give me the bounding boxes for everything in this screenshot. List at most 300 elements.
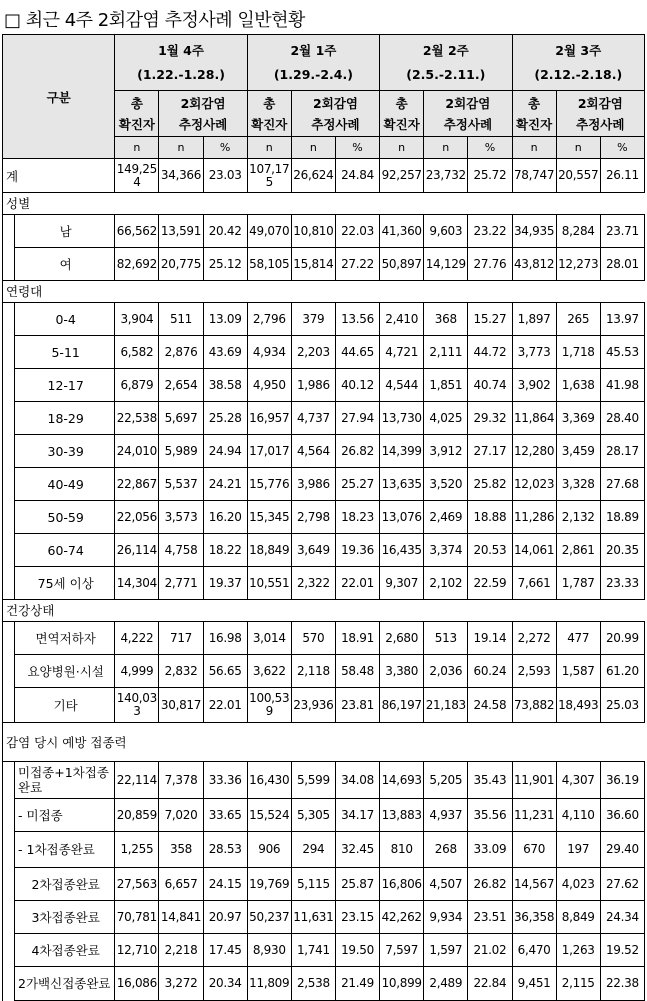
cell-value: 19.36 bbox=[335, 534, 379, 567]
cell-value: 43,812 bbox=[512, 248, 556, 281]
unit-n: n bbox=[291, 137, 335, 159]
cell-value: 7,020 bbox=[159, 799, 203, 832]
cell-value: 3,272 bbox=[159, 967, 203, 1001]
cell-value: 2,272 bbox=[512, 622, 556, 655]
row-label: 남 bbox=[15, 215, 115, 248]
unit-pct: % bbox=[335, 137, 379, 159]
cell-value: 5,989 bbox=[159, 435, 203, 468]
cell-value: 44.65 bbox=[335, 336, 379, 369]
cell-value: 2,798 bbox=[291, 501, 335, 534]
cell-value: 4,950 bbox=[247, 369, 291, 402]
table-row bbox=[3, 468, 645, 501]
row-label: 5-11 bbox=[15, 336, 115, 369]
cell-value: 14,567 bbox=[512, 868, 556, 901]
cell-value: 2,115 bbox=[556, 967, 600, 1001]
cell-value: 28.01 bbox=[600, 248, 644, 281]
cell-value: 15,814 bbox=[291, 248, 335, 281]
cell-value: 50,897 bbox=[380, 248, 424, 281]
cell-value: 22,114 bbox=[115, 762, 159, 799]
cell-value: 2,771 bbox=[159, 567, 203, 600]
row-indent bbox=[3, 762, 15, 799]
cell-value: 82,692 bbox=[115, 248, 159, 281]
cell-value: 25.27 bbox=[335, 468, 379, 501]
cell-value: 16,086 bbox=[115, 967, 159, 1001]
cell-value: 6,470 bbox=[512, 934, 556, 967]
cell-value: 21.49 bbox=[335, 967, 379, 1001]
week-label: 2월 1주 bbox=[290, 42, 337, 58]
cell-value: 23.22 bbox=[468, 215, 512, 248]
cell-value: 34.17 bbox=[335, 799, 379, 832]
cell-value: 34,366 bbox=[159, 159, 203, 193]
row-label: - 1차접종완료 bbox=[15, 832, 115, 868]
cell-value: 23.71 bbox=[600, 215, 644, 248]
cell-value: 197 bbox=[556, 832, 600, 868]
cell-value: 14,061 bbox=[512, 534, 556, 567]
unit-pct: % bbox=[468, 137, 512, 159]
table-row bbox=[3, 934, 645, 967]
cell-value: 24.15 bbox=[203, 868, 247, 901]
cell-value: 22.01 bbox=[203, 688, 247, 723]
cell-value: 22.38 bbox=[600, 967, 644, 1001]
week-range: (2.12.-2.18.) bbox=[534, 66, 623, 82]
cell-value: 27.17 bbox=[468, 435, 512, 468]
cell-value: 16,430 bbox=[247, 762, 291, 799]
cell-value: 13.56 bbox=[335, 303, 379, 336]
cell-value: 8,284 bbox=[556, 215, 600, 248]
cell-value: 15,524 bbox=[247, 799, 291, 832]
table-row bbox=[3, 336, 645, 369]
cell-value: 29.40 bbox=[600, 832, 644, 868]
cell-value: 9,451 bbox=[512, 967, 556, 1001]
cell-value: 20.34 bbox=[203, 967, 247, 1001]
row-label: 12-17 bbox=[15, 369, 115, 402]
cell-value: 11,286 bbox=[512, 501, 556, 534]
cell-value: 1,263 bbox=[556, 934, 600, 967]
cell-value: 670 bbox=[512, 832, 556, 868]
week-label: 2월 2주 bbox=[422, 42, 469, 58]
cell-value: 18,493 bbox=[556, 688, 600, 723]
cell-value: 12,023 bbox=[512, 468, 556, 501]
table-row bbox=[3, 967, 645, 1001]
cell-value: 477 bbox=[556, 622, 600, 655]
row-indent bbox=[3, 967, 15, 1001]
cell-value: 42,262 bbox=[380, 901, 424, 934]
cell-value: 28.17 bbox=[600, 435, 644, 468]
row-label: 미접종+1차접종완료 bbox=[15, 762, 115, 799]
cell-value: 43.69 bbox=[203, 336, 247, 369]
cell-value: 45.53 bbox=[600, 336, 644, 369]
cell-value: 40.12 bbox=[335, 369, 379, 402]
cell-value: 4,110 bbox=[556, 799, 600, 832]
cell-value: 717 bbox=[159, 622, 203, 655]
row-indent bbox=[3, 622, 15, 655]
header-week-2 bbox=[247, 35, 379, 91]
unit-pct: % bbox=[203, 137, 247, 159]
cell-value: 33.36 bbox=[203, 762, 247, 799]
cell-value: 20.97 bbox=[203, 901, 247, 934]
cell-value: 13,883 bbox=[380, 799, 424, 832]
cell-value: 27.76 bbox=[468, 248, 512, 281]
cell-value: 5,599 bbox=[291, 762, 335, 799]
row-indent bbox=[3, 534, 15, 567]
cell-value: 56.65 bbox=[203, 655, 247, 688]
cell-value: 9,603 bbox=[424, 215, 468, 248]
cell-value: 5,697 bbox=[159, 402, 203, 435]
row-indent bbox=[3, 799, 15, 832]
cell-value: 3,773 bbox=[512, 336, 556, 369]
row-label: 3차접종완료 bbox=[15, 901, 115, 934]
cell-value: 18.23 bbox=[335, 501, 379, 534]
cell-value: 3,902 bbox=[512, 369, 556, 402]
cell-value: 4,999 bbox=[115, 655, 159, 688]
cell-value: 4,721 bbox=[380, 336, 424, 369]
cell-value: 23,732 bbox=[424, 159, 468, 193]
cell-value: 3,520 bbox=[424, 468, 468, 501]
cell-value: 26,114 bbox=[115, 534, 159, 567]
row-label: 0-4 bbox=[15, 303, 115, 336]
cell-value: 1,897 bbox=[512, 303, 556, 336]
cell-value: 8,849 bbox=[556, 901, 600, 934]
cell-value: 810 bbox=[380, 832, 424, 868]
cell-value: 20.99 bbox=[600, 622, 644, 655]
cell-value: 35.56 bbox=[468, 799, 512, 832]
cell-value: 6,657 bbox=[159, 868, 203, 901]
cell-value: 13,635 bbox=[380, 468, 424, 501]
table-row bbox=[3, 215, 645, 248]
table-row bbox=[3, 567, 645, 600]
cell-value: 7,597 bbox=[380, 934, 424, 967]
row-indent bbox=[3, 369, 15, 402]
cell-value: 15.27 bbox=[468, 303, 512, 336]
cell-value: 58,105 bbox=[247, 248, 291, 281]
cell-value: 18.88 bbox=[468, 501, 512, 534]
row-indent bbox=[3, 655, 15, 688]
cell-value: 12,280 bbox=[512, 435, 556, 468]
header-reinfect-2: 2회감염 추정사례 bbox=[291, 91, 379, 137]
table-row bbox=[3, 435, 645, 468]
cell-value: 9,307 bbox=[380, 567, 424, 600]
cell-value: 3,369 bbox=[556, 402, 600, 435]
cell-value: 29.32 bbox=[468, 402, 512, 435]
cell-value: 1,638 bbox=[556, 369, 600, 402]
cell-value: 4,025 bbox=[424, 402, 468, 435]
cell-value: 7,378 bbox=[159, 762, 203, 799]
cell-value: 18,849 bbox=[247, 534, 291, 567]
row-label: 2차접종완료 bbox=[15, 868, 115, 901]
cell-value: 34,935 bbox=[512, 215, 556, 248]
row-label: 75세 이상 bbox=[15, 567, 115, 600]
table-row bbox=[3, 600, 645, 622]
cell-value: 24.94 bbox=[203, 435, 247, 468]
cell-value: 33.65 bbox=[203, 799, 247, 832]
cell-value: 2,593 bbox=[512, 655, 556, 688]
row-label: 30-39 bbox=[15, 435, 115, 468]
cell-value: 11,631 bbox=[291, 901, 335, 934]
cell-value: 4,023 bbox=[556, 868, 600, 901]
row-label: 계 bbox=[3, 159, 115, 193]
table-row bbox=[3, 369, 645, 402]
cell-value: 14,693 bbox=[380, 762, 424, 799]
cell-value: 265 bbox=[556, 303, 600, 336]
cell-value: 4,544 bbox=[380, 369, 424, 402]
cell-value: 2,218 bbox=[159, 934, 203, 967]
section-label: 감염 당시 예방 접종력 bbox=[3, 723, 645, 762]
cell-value: 22.01 bbox=[335, 567, 379, 600]
table-row bbox=[3, 901, 645, 934]
cell-value: 8,930 bbox=[247, 934, 291, 967]
cell-value: 10,551 bbox=[247, 567, 291, 600]
cell-value: 12,273 bbox=[556, 248, 600, 281]
cell-value: 1,718 bbox=[556, 336, 600, 369]
cell-value: 18.22 bbox=[203, 534, 247, 567]
table-row bbox=[3, 832, 645, 868]
cell-value: 27.94 bbox=[335, 402, 379, 435]
cell-value: 9,934 bbox=[424, 901, 468, 934]
cell-value: 36,358 bbox=[512, 901, 556, 934]
cell-value: 3,459 bbox=[556, 435, 600, 468]
cell-value: 22,056 bbox=[115, 501, 159, 534]
cell-value: 25.12 bbox=[203, 248, 247, 281]
row-label: 2가백신접종완료 bbox=[15, 967, 115, 1001]
reinfection-table bbox=[2, 34, 645, 1001]
cell-value: 23,936 bbox=[291, 688, 335, 723]
cell-value: 2,469 bbox=[424, 501, 468, 534]
cell-value: 36.60 bbox=[600, 799, 644, 832]
row-label: 기타 bbox=[15, 688, 115, 723]
cell-value: 4,758 bbox=[159, 534, 203, 567]
cell-value: 13.97 bbox=[600, 303, 644, 336]
week-label: 1월 4주 bbox=[158, 42, 204, 58]
cell-value: 36.19 bbox=[600, 762, 644, 799]
unit-pct: % bbox=[600, 137, 644, 159]
cell-value: 12,710 bbox=[115, 934, 159, 967]
cell-value: 379 bbox=[291, 303, 335, 336]
cell-value: 17,017 bbox=[247, 435, 291, 468]
row-label: 18-29 bbox=[15, 402, 115, 435]
header-week-3 bbox=[380, 35, 512, 91]
cell-value: 25.87 bbox=[335, 868, 379, 901]
cell-value: 20.35 bbox=[600, 534, 644, 567]
cell-value: 26,624 bbox=[291, 159, 335, 193]
row-indent bbox=[3, 868, 15, 901]
unit-n: n bbox=[247, 137, 291, 159]
cell-value: 26.11 bbox=[600, 159, 644, 193]
cell-value: 21.02 bbox=[468, 934, 512, 967]
cell-value: 20.42 bbox=[203, 215, 247, 248]
cell-value: 22.59 bbox=[468, 567, 512, 600]
cell-value: 86,197 bbox=[380, 688, 424, 723]
cell-value: 4,934 bbox=[247, 336, 291, 369]
unit-n: n bbox=[380, 137, 424, 159]
cell-value: 16.98 bbox=[203, 622, 247, 655]
header-total-1: 총 확진자 bbox=[115, 91, 159, 137]
row-indent bbox=[3, 468, 15, 501]
cell-value: 10,899 bbox=[380, 967, 424, 1001]
cell-value: 18.91 bbox=[335, 622, 379, 655]
cell-value: 3,380 bbox=[380, 655, 424, 688]
cell-value: 19,769 bbox=[247, 868, 291, 901]
cell-value: 2,861 bbox=[556, 534, 600, 567]
cell-value: 14,129 bbox=[424, 248, 468, 281]
cell-value: 294 bbox=[291, 832, 335, 868]
table-row bbox=[3, 303, 645, 336]
cell-value: 2,538 bbox=[291, 967, 335, 1001]
row-indent bbox=[3, 402, 15, 435]
row-indent bbox=[3, 248, 15, 281]
row-label: 여 bbox=[15, 248, 115, 281]
cell-value: 20,775 bbox=[159, 248, 203, 281]
cell-value: 149,254 bbox=[115, 159, 159, 193]
header-week-1 bbox=[115, 35, 247, 91]
table-row bbox=[3, 688, 645, 723]
cell-value: 3,912 bbox=[424, 435, 468, 468]
cell-value: 58.48 bbox=[335, 655, 379, 688]
cell-value: 6,582 bbox=[115, 336, 159, 369]
cell-value: 4,307 bbox=[556, 762, 600, 799]
unit-n: n bbox=[159, 137, 203, 159]
cell-value: 23.03 bbox=[203, 159, 247, 193]
cell-value: 570 bbox=[291, 622, 335, 655]
cell-value: 73,882 bbox=[512, 688, 556, 723]
table-row bbox=[3, 501, 645, 534]
cell-value: 1,255 bbox=[115, 832, 159, 868]
cell-value: 22,538 bbox=[115, 402, 159, 435]
cell-value: 41.98 bbox=[600, 369, 644, 402]
cell-value: 24,010 bbox=[115, 435, 159, 468]
header-reinfect-4: 2회감염 추정사례 bbox=[556, 91, 644, 137]
row-indent bbox=[3, 336, 15, 369]
cell-value: 3,014 bbox=[247, 622, 291, 655]
cell-value: 107,175 bbox=[247, 159, 291, 193]
row-label: 50-59 bbox=[15, 501, 115, 534]
cell-value: 5,305 bbox=[291, 799, 335, 832]
cell-value: 6,879 bbox=[115, 369, 159, 402]
row-label: 40-49 bbox=[15, 468, 115, 501]
header-week-4 bbox=[512, 35, 644, 91]
cell-value: 3,904 bbox=[115, 303, 159, 336]
cell-value: 4,737 bbox=[291, 402, 335, 435]
cell-value: 27.22 bbox=[335, 248, 379, 281]
header-total-2: 총 확진자 bbox=[247, 91, 291, 137]
cell-value: 14,841 bbox=[159, 901, 203, 934]
cell-value: 21,183 bbox=[424, 688, 468, 723]
table-row bbox=[3, 281, 645, 303]
cell-value: 2,111 bbox=[424, 336, 468, 369]
cell-value: 17.45 bbox=[203, 934, 247, 967]
cell-value: 2,654 bbox=[159, 369, 203, 402]
cell-value: 3,622 bbox=[247, 655, 291, 688]
cell-value: 28.53 bbox=[203, 832, 247, 868]
header-total-4: 총 확진자 bbox=[512, 91, 556, 137]
cell-value: 24.84 bbox=[335, 159, 379, 193]
cell-value: 1,587 bbox=[556, 655, 600, 688]
week-range: (1.22.-1.28.) bbox=[137, 66, 225, 82]
table-row bbox=[3, 402, 645, 435]
cell-value: 3,374 bbox=[424, 534, 468, 567]
table-row bbox=[3, 248, 645, 281]
cell-value: 1,851 bbox=[424, 369, 468, 402]
cell-value: 2,203 bbox=[291, 336, 335, 369]
cell-value: 13.09 bbox=[203, 303, 247, 336]
row-indent bbox=[3, 215, 15, 248]
cell-value: 10,810 bbox=[291, 215, 335, 248]
cell-value: 140,033 bbox=[115, 688, 159, 723]
cell-value: 19.52 bbox=[600, 934, 644, 967]
cell-value: 2,489 bbox=[424, 967, 468, 1001]
cell-value: 60.24 bbox=[468, 655, 512, 688]
row-label: 60-74 bbox=[15, 534, 115, 567]
cell-value: 13,730 bbox=[380, 402, 424, 435]
cell-value: 2,680 bbox=[380, 622, 424, 655]
cell-value: 15,345 bbox=[247, 501, 291, 534]
cell-value: 32.45 bbox=[335, 832, 379, 868]
cell-value: 14,399 bbox=[380, 435, 424, 468]
cell-value: 268 bbox=[424, 832, 468, 868]
cell-value: 100,539 bbox=[247, 688, 291, 723]
week-range: (1.29.-2.4.) bbox=[273, 66, 353, 82]
cell-value: 20.53 bbox=[468, 534, 512, 567]
cell-value: 24.21 bbox=[203, 468, 247, 501]
unit-n: n bbox=[556, 137, 600, 159]
cell-value: 23.81 bbox=[335, 688, 379, 723]
row-indent bbox=[3, 934, 15, 967]
cell-value: 2,876 bbox=[159, 336, 203, 369]
cell-value: 49,070 bbox=[247, 215, 291, 248]
cell-value: 20,557 bbox=[556, 159, 600, 193]
table-row bbox=[3, 655, 645, 688]
cell-value: 3,573 bbox=[159, 501, 203, 534]
cell-value: 27.68 bbox=[600, 468, 644, 501]
cell-value: 25.72 bbox=[468, 159, 512, 193]
cell-value: 16,806 bbox=[380, 868, 424, 901]
cell-value: 3,986 bbox=[291, 468, 335, 501]
row-indent bbox=[3, 435, 15, 468]
cell-value: 22,867 bbox=[115, 468, 159, 501]
cell-value: 3,328 bbox=[556, 468, 600, 501]
cell-value: 1,986 bbox=[291, 369, 335, 402]
row-label: - 미접종 bbox=[15, 799, 115, 832]
cell-value: 3,649 bbox=[291, 534, 335, 567]
cell-value: 27,563 bbox=[115, 868, 159, 901]
cell-value: 2,832 bbox=[159, 655, 203, 688]
cell-value: 20,859 bbox=[115, 799, 159, 832]
cell-value: 30,817 bbox=[159, 688, 203, 723]
cell-value: 2,102 bbox=[424, 567, 468, 600]
cell-value: 26.82 bbox=[335, 435, 379, 468]
cell-value: 19.37 bbox=[203, 567, 247, 600]
section-label: 성별 bbox=[3, 193, 645, 215]
cell-value: 66,562 bbox=[115, 215, 159, 248]
cell-value: 25.28 bbox=[203, 402, 247, 435]
cell-value: 16,957 bbox=[247, 402, 291, 435]
row-indent bbox=[3, 567, 15, 600]
cell-value: 34.08 bbox=[335, 762, 379, 799]
row-indent bbox=[3, 303, 15, 336]
cell-value: 38.58 bbox=[203, 369, 247, 402]
header-category: 구분 bbox=[3, 35, 115, 159]
table-row bbox=[3, 534, 645, 567]
cell-value: 44.72 bbox=[468, 336, 512, 369]
week-label: 2월 3주 bbox=[555, 42, 602, 58]
cell-value: 16,435 bbox=[380, 534, 424, 567]
section-label: 건강상태 bbox=[3, 600, 645, 622]
cell-value: 33.09 bbox=[468, 832, 512, 868]
cell-value: 4,507 bbox=[424, 868, 468, 901]
cell-value: 92,257 bbox=[380, 159, 424, 193]
cell-value: 23.51 bbox=[468, 901, 512, 934]
cell-value: 22.03 bbox=[335, 215, 379, 248]
cell-value: 2,036 bbox=[424, 655, 468, 688]
